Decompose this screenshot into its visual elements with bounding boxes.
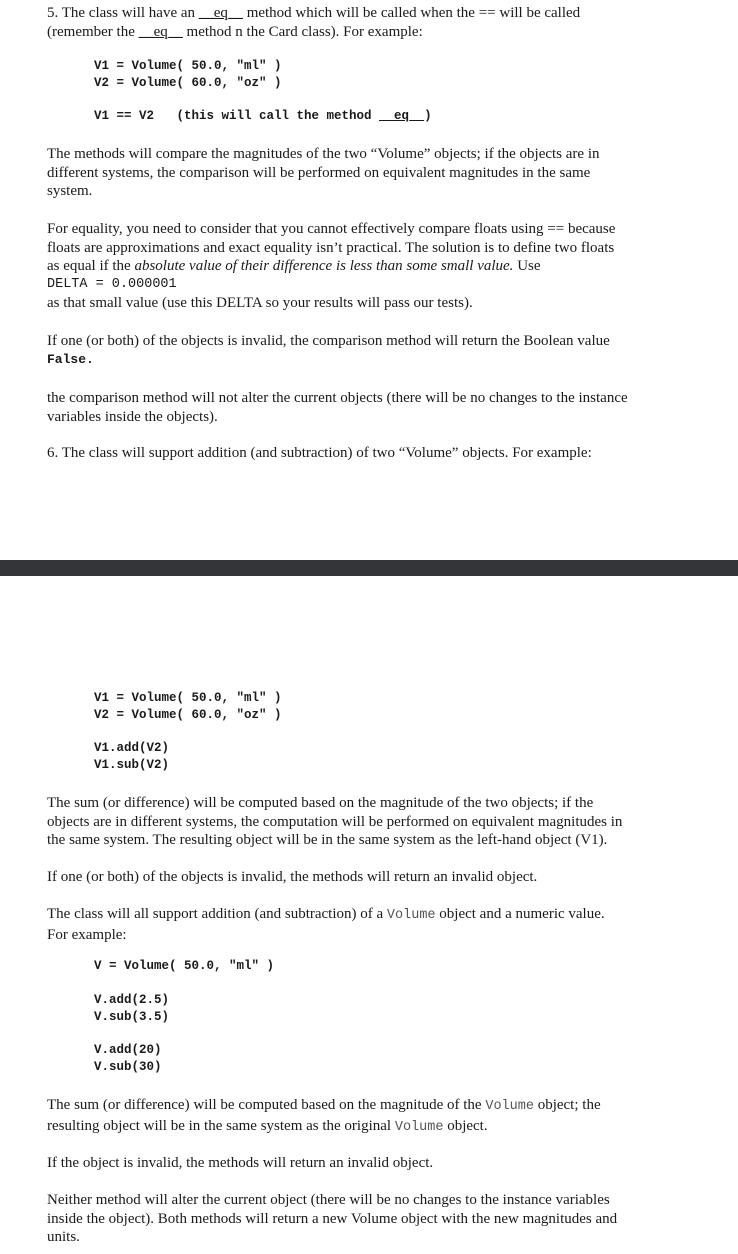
neither-paragraph: Neither method will alter the current object (there will be no changes to the instance variables inside the object). Both methods will return a new Volume object with the new magnitudes and units. [47,1192,618,1245]
item-5-line-1: 5. The class will have an __eq__ method which will be called when the == will be called [47,5,581,21]
code-line: V2 = Volume( 60.0, "oz" ) [94,75,282,90]
invalid-paragraph: If one (or both) of the objects is invalid, the comparison method will return the Boolean value False. [47,332,727,369]
eq-method-name: __eq__ [138,23,183,40]
item-5-paragraph [47,4,727,41]
no-alter-paragraph: the comparison method will not alter the current objects (there will be no changes to the instance variables inside the objects). [47,390,628,425]
equality-paragraph: For equality, you need to consider that you cannot effectively compare floats using == because floats are approximations and exact equality isn’t practical. The solution is to define two floats as equal if the absolute value of their difference is less than some small value. Use DELTA = 0.000001 as that small value (use this DELTA so your results will pass our tests). [47,220,727,313]
item-6-paragraph: 6. The class will support addition (and subtraction) of two “Volume” objects. For example: [47,445,592,461]
false-keyword: False. [47,351,94,367]
sum-numeric-paragraph: The sum (or difference) will be computed based on the magnitude of the Volume object; the resulting object will be in the same system as the original Volume object. [47,1097,601,1135]
page-divider [0,560,738,576]
sum-paragraph: The sum (or difference) will be computed based on the magnitude of the two objects; if the objects are in different systems, the computation will be performed on equivalent magnitudes in the same system. The resulting object will be in the same system as the left-hand object (V1). [47,795,623,848]
code-line: V1 = Volume( 50.0, "ml" ) [94,59,282,73]
compare-paragraph: The methods will compare the magnitudes of the two “Volume” objects; if the objects are in different systems, the comparison will be performed on equivalent magnitudes in the same system. [47,146,600,199]
code-block-equality [94,58,282,92]
code-block-numeric-volume: V = Volume( 50.0, "ml" ) [94,959,275,973]
code-block-numeric-calls-1: V.add(2.5) V.sub(3.5) [94,993,170,1024]
code-block-numeric-calls-2: V.add(20) V.sub(30) [94,1043,162,1074]
invalid-object-paragraph: If the object is invalid, the methods will return an invalid object. [47,1155,434,1171]
code-block-add-objects: V1 = Volume( 50.0, "ml" ) V2 = Volume( 60.0, "oz" ) [94,691,282,722]
item-5-line-2: (remember the __eq__ method n the Card class). For example: [47,23,423,40]
code-block-add-sub-calls: V1.add(V2) V1.sub(V2) [94,741,170,772]
code-line-compare: V1 == V2 (this will call the method __eq__) [94,109,432,123]
numeric-paragraph: The class will all support addition (and subtraction) of a Volume object and a numeric value. For example: [47,906,605,943]
delta-constant: DELTA = 0.000001 [47,276,177,292]
invalid-objects-paragraph: If one (or both) of the objects is invalid, the methods will return an invalid object. [47,869,538,885]
eq-method-name: __eq__ [198,5,243,21]
